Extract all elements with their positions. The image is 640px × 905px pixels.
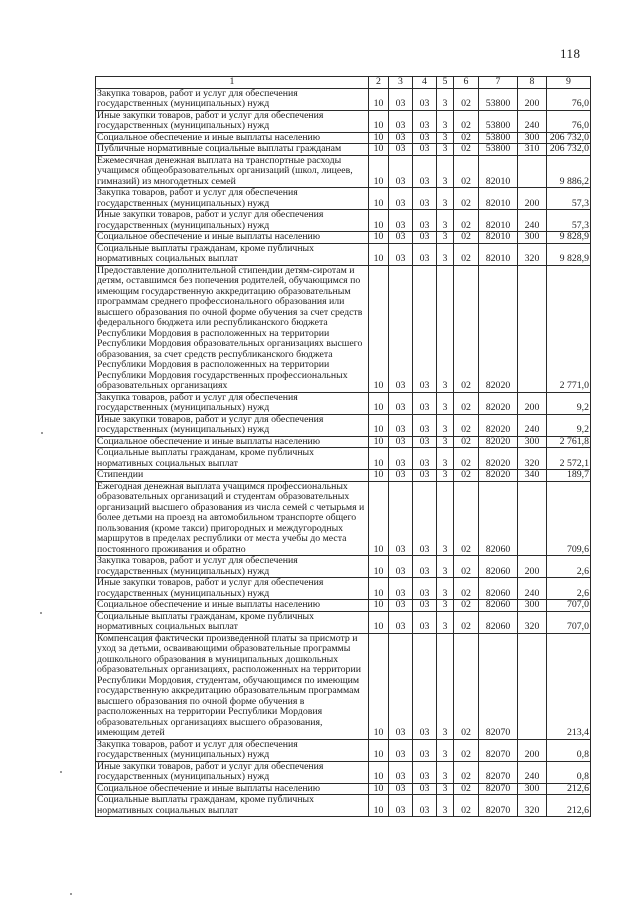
scan-speck (41, 432, 43, 434)
table-row (96, 761, 591, 783)
description-cell: Социальное обеспечение и иные выплаты населению (96, 600, 369, 612)
expense-type-cell: 240 (518, 578, 547, 600)
expense-direction-cell: 82070 (479, 633, 518, 739)
program-cell: 03 (413, 761, 437, 783)
program-cell: 03 (413, 210, 437, 232)
main-activity-cell: 02 (454, 436, 479, 448)
scan-speck (40, 612, 42, 614)
section-cell: 10 (369, 448, 389, 470)
amount-cell: 212,6 (547, 795, 591, 817)
subsection-cell: 03 (389, 132, 413, 144)
program-cell: 03 (413, 600, 437, 612)
amount-cell: 76,0 (547, 88, 591, 110)
description-cell: Иные закупки товаров, работ и услуг для обеспечения государственных (муниципальных) нужд (96, 578, 369, 600)
subprogram-cell: 3 (437, 633, 454, 739)
subprogram-cell: 3 (437, 739, 454, 761)
subprogram-cell: 3 (437, 795, 454, 817)
subsection-cell: 03 (389, 578, 413, 600)
description-cell: Публичные нормативные социальные выплаты гражданам (96, 144, 369, 156)
table-row (96, 265, 591, 392)
scan-speck (70, 893, 72, 895)
main-activity-cell: 02 (454, 761, 479, 783)
section-cell: 10 (369, 470, 389, 482)
subprogram-cell: 3 (437, 600, 454, 612)
main-activity-cell: 02 (454, 243, 479, 265)
description-cell: Иные закупки товаров, работ и услуг для обеспечения государственных (муниципальных) нужд (96, 210, 369, 232)
amount-cell: 2,6 (547, 556, 591, 578)
section-cell: 10 (369, 243, 389, 265)
section-cell: 10 (369, 783, 389, 795)
subsection-cell: 03 (389, 633, 413, 739)
program-cell: 03 (413, 481, 437, 556)
section-cell: 10 (369, 436, 389, 448)
expense-direction-cell: 82060 (479, 556, 518, 578)
description-cell: Иные закупки товаров, работ и услуг для обеспечения государственных (муниципальных) нужд (96, 110, 369, 132)
table-row (96, 414, 591, 436)
subprogram-cell: 3 (437, 448, 454, 470)
column-header: 3 (389, 77, 413, 89)
amount-cell: 9,2 (547, 392, 591, 414)
subsection-cell: 03 (389, 414, 413, 436)
section-cell: 10 (369, 392, 389, 414)
amount-cell: 76,0 (547, 110, 591, 132)
section-cell: 10 (369, 265, 389, 392)
description-cell: Социальные выплаты гражданам, кроме публичных нормативных социальных выплат (96, 448, 369, 470)
table-row (96, 232, 591, 244)
column-header: 6 (454, 77, 479, 89)
program-cell: 03 (413, 448, 437, 470)
amount-cell: 0,8 (547, 739, 591, 761)
expense-direction-cell: 82060 (479, 481, 518, 556)
table-row (96, 795, 591, 817)
table-row (96, 436, 591, 448)
description-cell: Социальное обеспечение и иные выплаты населению (96, 232, 369, 244)
section-cell: 10 (369, 795, 389, 817)
expense-direction-cell: 82020 (479, 265, 518, 392)
amount-cell: 709,6 (547, 481, 591, 556)
subprogram-cell: 3 (437, 155, 454, 188)
program-cell: 03 (413, 633, 437, 739)
description-cell: Ежемесячная денежная выплата на транспортные расходы учащимся общеобразовательных организаций (школ, лицеев, гимназий) из многодетных семей (96, 155, 369, 188)
program-cell: 03 (413, 188, 437, 210)
amount-cell: 57,3 (547, 188, 591, 210)
expense-direction-cell: 82020 (479, 392, 518, 414)
section-cell: 10 (369, 611, 389, 633)
subprogram-cell: 3 (437, 556, 454, 578)
expense-type-cell: 240 (518, 210, 547, 232)
subprogram-cell: 3 (437, 144, 454, 156)
column-header: 8 (518, 77, 547, 89)
expense-type-cell: 320 (518, 243, 547, 265)
description-cell: Социальное обеспечение и иные выплаты населению (96, 783, 369, 795)
table-row (96, 578, 591, 600)
main-activity-cell: 02 (454, 600, 479, 612)
description-cell: Социальное обеспечение и иные выплаты населению (96, 436, 369, 448)
expense-direction-cell: 82060 (479, 600, 518, 612)
subsection-cell: 03 (389, 470, 413, 482)
program-cell: 03 (413, 783, 437, 795)
program-cell: 03 (413, 110, 437, 132)
description-cell: Иные закупки товаров, работ и услуг для обеспечения государственных (муниципальных) нужд (96, 414, 369, 436)
main-activity-cell: 02 (454, 110, 479, 132)
subsection-cell: 03 (389, 611, 413, 633)
section-cell: 10 (369, 761, 389, 783)
expense-type-cell: 200 (518, 739, 547, 761)
expense-type-cell: 320 (518, 448, 547, 470)
page-number: 118 (560, 46, 581, 61)
amount-cell: 206 732,0 (547, 144, 591, 156)
subsection-cell: 03 (389, 232, 413, 244)
program-cell: 03 (413, 243, 437, 265)
section-cell: 10 (369, 144, 389, 156)
main-activity-cell: 02 (454, 88, 479, 110)
expense-type-cell: 300 (518, 232, 547, 244)
table-row (96, 110, 591, 132)
subprogram-cell: 3 (437, 392, 454, 414)
section-cell: 10 (369, 600, 389, 612)
expense-type-cell: 200 (518, 188, 547, 210)
expense-type-cell: 320 (518, 611, 547, 633)
subprogram-cell: 3 (437, 188, 454, 210)
main-activity-cell: 02 (454, 556, 479, 578)
description-cell: Стипендии (96, 470, 369, 482)
program-cell: 03 (413, 739, 437, 761)
subprogram-cell: 3 (437, 436, 454, 448)
subsection-cell: 03 (389, 600, 413, 612)
expense-type-cell: 300 (518, 783, 547, 795)
table-row (96, 210, 591, 232)
description-cell: Закупка товаров, работ и услуг для обеспечения государственных (муниципальных) нужд (96, 392, 369, 414)
main-activity-cell: 02 (454, 144, 479, 156)
expense-direction-cell: 82070 (479, 739, 518, 761)
expense-type-cell: 310 (518, 144, 547, 156)
expense-direction-cell: 82020 (479, 436, 518, 448)
amount-cell: 9 828,9 (547, 243, 591, 265)
amount-cell: 9,2 (547, 414, 591, 436)
main-activity-cell: 02 (454, 155, 479, 188)
section-cell: 10 (369, 210, 389, 232)
amount-cell: 9 886,2 (547, 155, 591, 188)
table-row (96, 470, 591, 482)
scan-speck (60, 771, 62, 773)
subsection-cell: 03 (389, 210, 413, 232)
section-cell: 10 (369, 414, 389, 436)
subprogram-cell: 3 (437, 783, 454, 795)
subprogram-cell: 3 (437, 132, 454, 144)
column-header: 2 (369, 77, 389, 89)
column-header: 7 (479, 77, 518, 89)
program-cell: 03 (413, 265, 437, 392)
subsection-cell: 03 (389, 761, 413, 783)
subsection-cell: 03 (389, 155, 413, 188)
subprogram-cell: 3 (437, 232, 454, 244)
expense-type-cell (518, 633, 547, 739)
expense-direction-cell: 82060 (479, 611, 518, 633)
subprogram-cell: 3 (437, 243, 454, 265)
section-cell: 10 (369, 232, 389, 244)
description-cell: Иные закупки товаров, работ и услуг для обеспечения государственных (муниципальных) нужд (96, 761, 369, 783)
description-cell: Закупка товаров, работ и услуг для обеспечения государственных (муниципальных) нужд (96, 556, 369, 578)
subprogram-cell: 3 (437, 210, 454, 232)
subsection-cell: 03 (389, 88, 413, 110)
amount-cell: 707,0 (547, 600, 591, 612)
program-cell: 03 (413, 611, 437, 633)
description-cell: Социальные выплаты гражданам, кроме публичных нормативных социальных выплат (96, 243, 369, 265)
expense-type-cell: 240 (518, 110, 547, 132)
program-cell: 03 (413, 436, 437, 448)
subsection-cell: 03 (389, 392, 413, 414)
subprogram-cell: 3 (437, 414, 454, 436)
description-cell: Закупка товаров, работ и услуг для обеспечения государственных (муниципальных) нужд (96, 188, 369, 210)
expense-direction-cell: 53800 (479, 88, 518, 110)
program-cell: 03 (413, 795, 437, 817)
expense-type-cell: 240 (518, 414, 547, 436)
main-activity-cell: 02 (454, 578, 479, 600)
main-activity-cell: 02 (454, 470, 479, 482)
table-row (96, 611, 591, 633)
subsection-cell: 03 (389, 739, 413, 761)
table-row (96, 188, 591, 210)
subsection-cell: 03 (389, 110, 413, 132)
table-row (96, 739, 591, 761)
expense-type-cell: 300 (518, 436, 547, 448)
table-row (96, 155, 591, 188)
main-activity-cell: 02 (454, 783, 479, 795)
subsection-cell: 03 (389, 436, 413, 448)
subprogram-cell: 3 (437, 110, 454, 132)
subprogram-cell: 3 (437, 611, 454, 633)
main-activity-cell: 02 (454, 210, 479, 232)
expense-type-cell: 300 (518, 600, 547, 612)
amount-cell: 212,6 (547, 783, 591, 795)
description-cell: Закупка товаров, работ и услуг для обеспечения государственных (муниципальных) нужд (96, 88, 369, 110)
program-cell: 03 (413, 232, 437, 244)
amount-cell: 206 732,0 (547, 132, 591, 144)
amount-cell: 2 771,0 (547, 265, 591, 392)
expense-direction-cell: 82020 (479, 414, 518, 436)
description-cell: Социальные выплаты гражданам, кроме публичных нормативных социальных выплат (96, 611, 369, 633)
section-cell: 10 (369, 110, 389, 132)
program-cell: 03 (413, 132, 437, 144)
program-cell: 03 (413, 414, 437, 436)
expense-direction-cell: 82010 (479, 243, 518, 265)
main-activity-cell: 02 (454, 611, 479, 633)
subprogram-cell: 3 (437, 88, 454, 110)
amount-cell: 189,7 (547, 470, 591, 482)
expense-direction-cell: 82010 (479, 210, 518, 232)
main-activity-cell: 02 (454, 739, 479, 761)
main-activity-cell: 02 (454, 448, 479, 470)
column-header: 9 (547, 77, 591, 89)
program-cell: 03 (413, 578, 437, 600)
expense-direction-cell: 82010 (479, 155, 518, 188)
table-row (96, 481, 591, 556)
subsection-cell: 03 (389, 783, 413, 795)
subsection-cell: 03 (389, 265, 413, 392)
table-row (96, 88, 591, 110)
table-row (96, 243, 591, 265)
program-cell: 03 (413, 470, 437, 482)
table-row (96, 392, 591, 414)
table-row (96, 448, 591, 470)
subprogram-cell: 3 (437, 470, 454, 482)
subsection-cell: 03 (389, 481, 413, 556)
section-cell: 10 (369, 132, 389, 144)
header-row (96, 77, 591, 89)
expense-type-cell: 200 (518, 392, 547, 414)
subprogram-cell: 3 (437, 578, 454, 600)
expense-type-cell: 200 (518, 88, 547, 110)
expense-direction-cell: 82020 (479, 448, 518, 470)
program-cell: 03 (413, 144, 437, 156)
main-activity-cell: 02 (454, 633, 479, 739)
expense-direction-cell: 82070 (479, 795, 518, 817)
amount-cell: 0,8 (547, 761, 591, 783)
amount-cell: 213,4 (547, 633, 591, 739)
section-cell: 10 (369, 88, 389, 110)
main-activity-cell: 02 (454, 795, 479, 817)
program-cell: 03 (413, 392, 437, 414)
subsection-cell: 03 (389, 795, 413, 817)
expense-direction-cell: 82070 (479, 783, 518, 795)
program-cell: 03 (413, 556, 437, 578)
description-cell: Предоставление дополнительной стипендии детям-сиротам и детям, оставшимся без попечения родителей, обучающимся по имеющим государственную аккредитацию образовательным программам среднего профессионального образования или высшего образования по очной форме обучения за счет средств федерального бюджета или республиканского бюджета Республики Мордовия в расположенных на территории Республики Мордовия образовательных организациях высшего образования, за счет средств республиканского бюджета Республики Мордовия в расположенных на территории Республики Мордовия государственных профессиональных образовательных организациях (96, 265, 369, 392)
expense-type-cell: 240 (518, 761, 547, 783)
amount-cell: 2,6 (547, 578, 591, 600)
section-cell: 10 (369, 556, 389, 578)
expense-type-cell: 300 (518, 132, 547, 144)
column-header: 5 (437, 77, 454, 89)
expense-type-cell (518, 481, 547, 556)
subsection-cell: 03 (389, 243, 413, 265)
column-header: 1 (96, 77, 369, 89)
program-cell: 03 (413, 155, 437, 188)
expense-type-cell: 340 (518, 470, 547, 482)
section-cell: 10 (369, 578, 389, 600)
subprogram-cell: 3 (437, 265, 454, 392)
amount-cell: 2 572,1 (547, 448, 591, 470)
expense-direction-cell: 82070 (479, 761, 518, 783)
main-activity-cell: 02 (454, 232, 479, 244)
expense-type-cell (518, 155, 547, 188)
amount-cell: 9 828,9 (547, 232, 591, 244)
section-cell: 10 (369, 188, 389, 210)
main-activity-cell: 02 (454, 188, 479, 210)
subsection-cell: 03 (389, 188, 413, 210)
main-activity-cell: 02 (454, 132, 479, 144)
subsection-cell: 03 (389, 556, 413, 578)
expense-type-cell: 320 (518, 795, 547, 817)
description-cell: Компенсация фактически произведенной платы за присмотр и уход за детьми, осваивающими образовательные программы дошкольного образования в муниципальных дошкольных образовательных организациях, расположенных на территории Республики Мордовия, студентам, обучающимся по имеющим государственную аккредитацию образовательным программам высшего образования по очной форме обучения в расположенных на территории Республики Мордовия образовательных организациях высшего образования, имеющим детей (96, 633, 369, 739)
table-row (96, 144, 591, 156)
amount-cell: 2 761,8 (547, 436, 591, 448)
table-row (96, 783, 591, 795)
description-cell: Социальные выплаты гражданам, кроме публичных нормативных социальных выплат (96, 795, 369, 817)
expense-direction-cell: 82010 (479, 188, 518, 210)
expense-direction-cell: 53800 (479, 110, 518, 132)
section-cell: 10 (369, 633, 389, 739)
expense-direction-cell: 82010 (479, 232, 518, 244)
description-cell: Закупка товаров, работ и услуг для обеспечения государственных (муниципальных) нужд (96, 739, 369, 761)
subprogram-cell: 3 (437, 761, 454, 783)
program-cell: 03 (413, 88, 437, 110)
section-cell: 10 (369, 739, 389, 761)
expense-direction-cell: 53800 (479, 144, 518, 156)
table-row (96, 600, 591, 612)
expense-direction-cell: 82020 (479, 470, 518, 482)
main-activity-cell: 02 (454, 392, 479, 414)
amount-cell: 57,3 (547, 210, 591, 232)
column-header: 4 (413, 77, 437, 89)
budget-table (95, 76, 591, 817)
expense-type-cell: 200 (518, 556, 547, 578)
table-row (96, 633, 591, 739)
expense-type-cell (518, 265, 547, 392)
amount-cell: 707,0 (547, 611, 591, 633)
subsection-cell: 03 (389, 144, 413, 156)
table-row (96, 132, 591, 144)
main-activity-cell: 02 (454, 481, 479, 556)
description-cell: Ежегодная денежная выплата учащимся профессиональных образовательных организаций и студентам образовательных организаций высшего образования из числа семей с четырьмя и более детьми на проезд на автомобильном транспорте общего пользования (кроме такси) пригородных и междугородных маршрутов в пределах республики от места учебы до места постоянного проживания и обратно (96, 481, 369, 556)
subprogram-cell: 3 (437, 481, 454, 556)
main-activity-cell: 02 (454, 265, 479, 392)
section-cell: 10 (369, 155, 389, 188)
expense-direction-cell: 82060 (479, 578, 518, 600)
table-row (96, 556, 591, 578)
description-cell: Социальное обеспечение и иные выплаты населению (96, 132, 369, 144)
main-activity-cell: 02 (454, 414, 479, 436)
expense-direction-cell: 53800 (479, 132, 518, 144)
subsection-cell: 03 (389, 448, 413, 470)
section-cell: 10 (369, 481, 389, 556)
